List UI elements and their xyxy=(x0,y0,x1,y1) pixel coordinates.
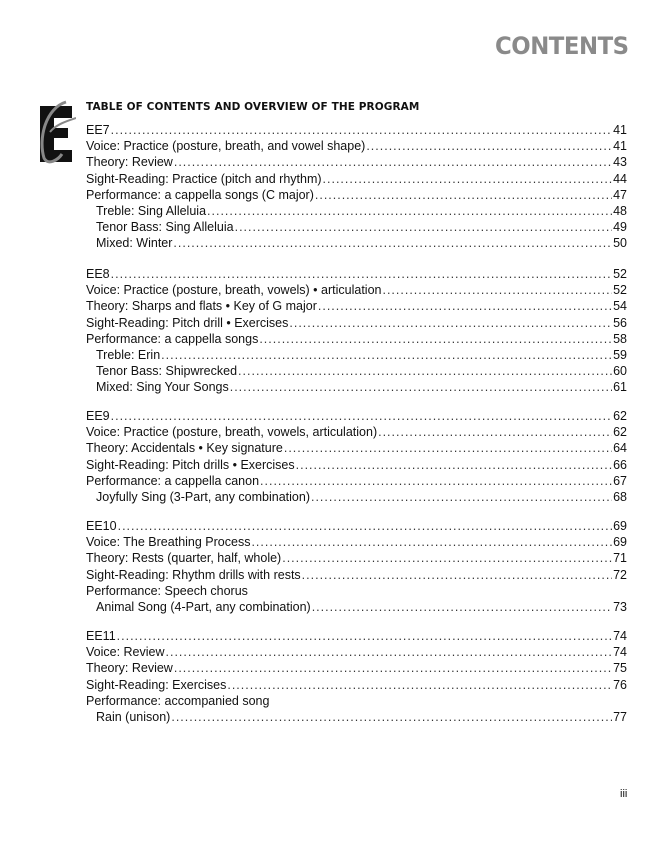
toc-entry-page: 73 xyxy=(613,599,627,614)
dot-leader xyxy=(366,138,612,154)
toc-entry[interactable] xyxy=(86,644,627,660)
toc-entry-label: Voice: Practice (posture, breath, and vowel shape) xyxy=(86,139,366,154)
dot-leader xyxy=(259,331,612,347)
dot-leader xyxy=(289,315,612,331)
toc-entry[interactable] xyxy=(86,457,627,473)
toc-entry[interactable] xyxy=(86,440,627,456)
toc-entry-page: 56 xyxy=(613,315,627,330)
toc-entry-label: Theory: Review xyxy=(86,155,173,170)
toc-entry[interactable] xyxy=(86,138,627,154)
toc-entry-label: Voice: Review xyxy=(86,645,165,660)
toc-entry[interactable] xyxy=(86,235,627,251)
toc-entry[interactable] xyxy=(86,518,627,534)
toc-entry[interactable] xyxy=(86,693,627,709)
toc-entry-page: 71 xyxy=(613,551,627,566)
dot-leader xyxy=(174,660,612,676)
dot-leader xyxy=(111,266,612,282)
toc-entry-label: Voice: The Breathing Process xyxy=(86,535,251,550)
toc-entry-page: 60 xyxy=(613,364,627,379)
toc-entry[interactable] xyxy=(86,473,627,489)
toc-entry-page: 76 xyxy=(613,677,627,692)
dot-leader xyxy=(318,298,612,314)
toc-entry-label: Theory: Accidentals • Key signature xyxy=(86,441,283,456)
toc-entry-page: 50 xyxy=(613,236,627,251)
toc-entry-page: 43 xyxy=(613,155,627,170)
toc-entry[interactable] xyxy=(86,171,627,187)
toc-entry-page: 41 xyxy=(613,139,627,154)
toc-entry-page: 59 xyxy=(613,347,627,362)
toc-entry-page: 69 xyxy=(613,519,627,533)
dot-leader xyxy=(311,489,612,505)
toc-entry[interactable] xyxy=(86,709,627,725)
toc-entry[interactable] xyxy=(86,583,627,599)
dot-leader xyxy=(173,235,612,251)
toc-entry[interactable] xyxy=(86,363,627,379)
toc-entry-label: Theory: Rests (quarter, half, whole) xyxy=(86,551,282,566)
dot-leader xyxy=(118,518,613,534)
toc-entry-label: Tenor Bass: Sing Alleluia xyxy=(96,220,234,235)
toc-entry[interactable] xyxy=(86,187,627,203)
toc-entry-label: Theory: Review xyxy=(86,661,173,676)
dot-leader xyxy=(260,473,612,489)
dot-leader xyxy=(284,440,612,456)
toc-entry[interactable] xyxy=(86,219,627,235)
dot-leader xyxy=(251,534,612,550)
toc-entry[interactable] xyxy=(86,298,627,314)
toc-entry-page: 74 xyxy=(613,629,627,643)
toc-entry-page: 74 xyxy=(613,645,627,660)
toc-entry-label: Animal Song (4-Part, any combination) xyxy=(96,599,311,614)
toc-entry-page: 67 xyxy=(613,473,627,488)
toc-entry-label: Rain (unison) xyxy=(96,709,171,724)
toc-group xyxy=(86,628,627,725)
dot-leader xyxy=(161,347,612,363)
toc-entry[interactable] xyxy=(86,660,627,676)
dot-leader xyxy=(111,122,612,138)
toc-entry-page: 62 xyxy=(613,409,627,423)
toc-entry[interactable] xyxy=(86,331,627,347)
toc-entry-label: Mixed: Winter xyxy=(96,236,173,251)
dot-leader xyxy=(117,628,612,644)
toc-entry[interactable] xyxy=(86,489,627,505)
page-number: iii xyxy=(620,788,628,800)
toc-entry[interactable] xyxy=(86,379,627,395)
toc-entry[interactable] xyxy=(86,550,627,566)
toc-entry-page: 49 xyxy=(613,220,627,235)
toc-entry-label: Sight-Reading: Exercises xyxy=(86,677,227,692)
toc-group xyxy=(86,408,627,505)
toc-entry-label: Performance: Speech chorus xyxy=(86,583,248,598)
toc-entry[interactable] xyxy=(86,347,627,363)
toc-entry-page: 64 xyxy=(613,441,627,456)
toc-entry-label: Performance: a cappella canon xyxy=(86,473,260,488)
toc-group xyxy=(86,122,627,252)
toc-entry-label: Performance: a cappella songs (C major) xyxy=(86,187,314,202)
toc-entry-label: Voice: Practice (posture, breath, vowels) • articulation xyxy=(86,283,382,298)
toc-entry[interactable] xyxy=(86,282,627,298)
section-heading: TABLE OF CONTENTS AND OVERVIEW OF THE PROGRAM xyxy=(86,101,420,113)
toc-entry-page: 44 xyxy=(613,171,627,186)
toc-entry-label: EE9 xyxy=(86,409,110,423)
toc-entry-label: EE10 xyxy=(86,519,117,533)
toc-entry-page: 52 xyxy=(613,267,627,281)
toc-entry-label: Mixed: Sing Your Songs xyxy=(96,380,229,395)
dot-leader xyxy=(302,567,612,583)
toc-entry-page: 61 xyxy=(613,380,627,395)
toc-entry-label: Performance: accompanied song xyxy=(86,693,270,708)
dot-leader xyxy=(171,709,612,725)
toc-entry[interactable] xyxy=(86,203,627,219)
toc-entry[interactable] xyxy=(86,424,627,440)
toc-entry-page: 48 xyxy=(613,203,627,218)
toc-entry[interactable] xyxy=(86,677,627,693)
toc-entry-label: Sight-Reading: Practice (pitch and rhythm) xyxy=(86,171,322,186)
toc-entry-label: EE11 xyxy=(86,629,116,643)
toc-entry-page: 52 xyxy=(613,283,627,298)
toc-entry[interactable] xyxy=(86,315,627,331)
toc-entry[interactable] xyxy=(86,408,627,424)
toc-entry[interactable] xyxy=(86,534,627,550)
toc-entry-page: 72 xyxy=(613,567,627,582)
toc-entry-page: 58 xyxy=(613,331,627,346)
toc-entry-label: Voice: Practice (posture, breath, vowels, articulation) xyxy=(86,425,378,440)
toc-entry[interactable] xyxy=(86,122,627,138)
toc-entry-page: 66 xyxy=(613,457,627,472)
toc-group xyxy=(86,266,627,396)
toc-entry-page: 62 xyxy=(613,425,627,440)
toc-entry-label: Sight-Reading: Pitch drills • Exercises xyxy=(86,457,295,472)
dot-leader xyxy=(382,282,612,298)
toc-entry-page: 41 xyxy=(613,123,627,137)
dot-leader xyxy=(207,203,612,219)
toc-entry-label: Treble: Sing Alleluia xyxy=(96,203,207,218)
toc-entry-page: 75 xyxy=(613,661,627,676)
dot-leader xyxy=(230,379,612,395)
toc-entry[interactable] xyxy=(86,266,627,282)
dot-leader xyxy=(296,457,612,473)
toc-entry-label: Theory: Sharps and flats • Key of G major xyxy=(86,299,317,314)
toc-group xyxy=(86,518,627,615)
toc-entry-page: 54 xyxy=(613,299,627,314)
toc-entry-page: 69 xyxy=(613,535,627,550)
toc-entry[interactable] xyxy=(86,628,627,644)
toc-entry-label: Joyfully Sing (3-Part, any combination) xyxy=(96,489,310,504)
dot-leader xyxy=(312,599,612,615)
toc-entry-label: Sight-Reading: Pitch drill • Exercises xyxy=(86,315,289,330)
toc-entry-page: 68 xyxy=(613,489,627,504)
toc-entry-label: EE8 xyxy=(86,267,110,281)
toc-entry-label: Sight-Reading: Rhythm drills with rests xyxy=(86,567,301,582)
dot-leader xyxy=(235,219,613,235)
toc-entry-label: EE7 xyxy=(86,123,110,137)
dot-leader xyxy=(323,171,613,187)
dot-leader xyxy=(315,187,612,203)
e-logo-icon xyxy=(36,98,76,168)
dot-leader xyxy=(378,424,612,440)
dot-leader xyxy=(282,550,612,566)
toc-entry-label: Performance: a cappella songs xyxy=(86,331,259,346)
toc-entry-page: 77 xyxy=(613,709,627,724)
dot-leader xyxy=(174,154,612,170)
dot-leader xyxy=(166,644,613,660)
toc-entry-label: Treble: Erin xyxy=(96,347,161,362)
dot-leader xyxy=(111,408,612,424)
toc-entry[interactable] xyxy=(86,599,627,615)
toc-entry[interactable] xyxy=(86,154,627,170)
toc-entry-page: 47 xyxy=(613,187,627,202)
dot-leader xyxy=(238,363,612,379)
dot-leader xyxy=(227,677,612,693)
page-title: CONTENTS xyxy=(495,32,629,60)
toc-entry-label: Tenor Bass: Shipwrecked xyxy=(96,364,238,379)
toc-entry[interactable] xyxy=(86,567,627,583)
